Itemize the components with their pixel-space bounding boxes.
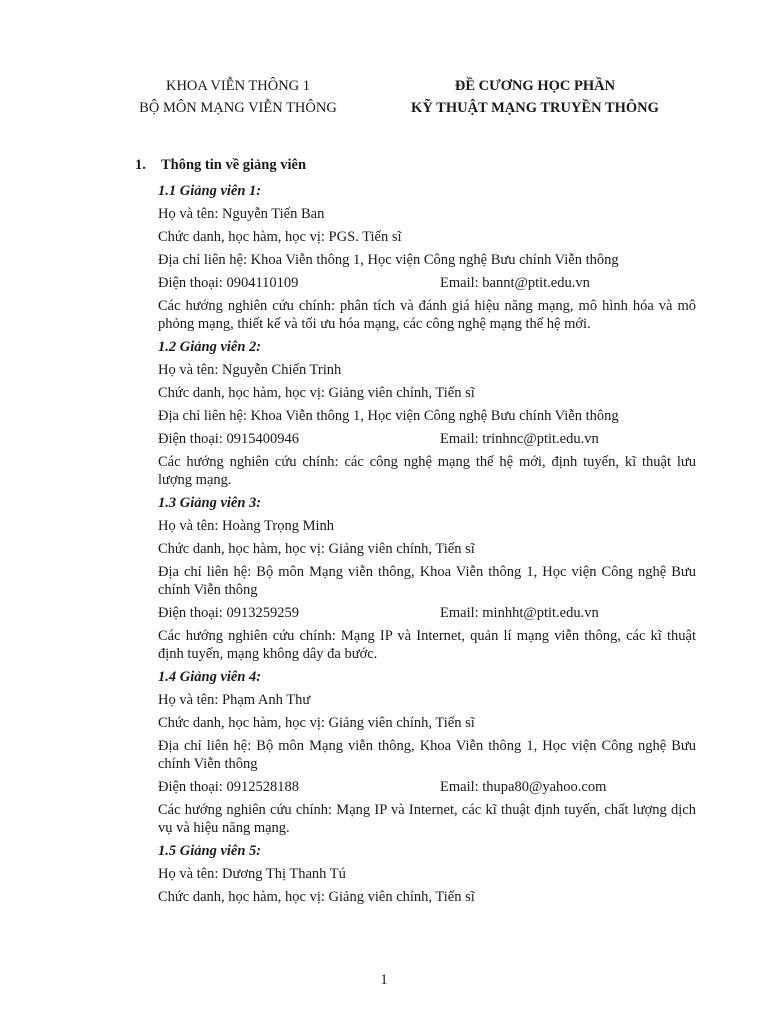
lecturer-position: Chức danh, học hàm, học vị: Giảng viên chính, Tiến sĩ bbox=[158, 385, 475, 401]
lecturer-position: Chức danh, học hàm, học vị: Giảng viên chính, Tiến sĩ bbox=[158, 889, 475, 905]
lecturer-address: Địa chỉ liên hệ: Khoa Viễn thông 1, Học viện Công nghệ Bưu chính Viễn thông bbox=[158, 252, 619, 268]
lecturer-position: Chức danh, học hàm, học vị: Giảng viên chính, Tiến sĩ bbox=[158, 715, 475, 731]
course-name: KỸ THUẬT MẠNG TRUYỀN THÔNG bbox=[411, 100, 659, 116]
section-heading bbox=[135, 157, 306, 174]
lecturer-research: Các hướng nghiên cứu chính: phân tích và đánh giá hiệu năng mạng, mô hình hóa và mô phỏng mạng, thiết kế và tối ưu hóa mạng, các công nghệ mạng thế hệ mới. bbox=[158, 298, 696, 332]
faculty-header bbox=[128, 75, 348, 119]
lecturer-phone: Điện thoại: 0915400946 bbox=[158, 431, 299, 447]
lecturer-phone: Điện thoại: 0904110109 bbox=[158, 275, 299, 291]
contact-row bbox=[158, 274, 696, 292]
document-type: ĐỀ CƯƠNG HỌC PHẦN bbox=[454, 78, 616, 94]
lecturer-name: Họ và tên: Nguyễn Chiến Trinh bbox=[158, 362, 342, 378]
lecturer-block bbox=[158, 338, 696, 489]
lecturer-block bbox=[158, 494, 696, 663]
faculty-name: KHOA VIỄN THÔNG 1 bbox=[165, 78, 311, 94]
lecturer-name: Họ và tên: Dương Thị Thanh Tú bbox=[158, 866, 346, 882]
lecturer-research: Các hướng nghiên cứu chính: các công nghệ mạng thế hệ mới, định tuyến, kĩ thuật lưu lượng mạng. bbox=[158, 454, 696, 488]
lecturer-position: Chức danh, học hàm, học vị: PGS. Tiến sĩ bbox=[158, 229, 402, 245]
lecturer-heading: 1.2 Giảng viên 2: bbox=[158, 339, 262, 355]
department-name: BỘ MÔN MẠNG VIỄN THÔNG bbox=[139, 100, 337, 116]
lecturer-heading: 1.4 Giảng viên 4: bbox=[158, 669, 262, 685]
lecturer-list bbox=[158, 182, 696, 911]
course-header bbox=[385, 75, 685, 119]
lecturer-research: Các hướng nghiên cứu chính: Mạng IP và Internet, các kĩ thuật định tuyến, chất lượng dịch vụ và hiệu năng mạng. bbox=[158, 802, 696, 836]
contact-row bbox=[158, 604, 696, 622]
section-number: 1. bbox=[135, 157, 146, 173]
lecturer-email: Email: minhht@ptit.edu.vn bbox=[440, 605, 599, 621]
lecturer-position: Chức danh, học hàm, học vị: Giảng viên chính, Tiến sĩ bbox=[158, 541, 475, 557]
lecturer-heading: 1.1 Giảng viên 1: bbox=[158, 183, 262, 199]
lecturer-name: Họ và tên: Nguyễn Tiến Ban bbox=[158, 206, 325, 222]
contact-row bbox=[158, 430, 696, 448]
lecturer-email: Email: trinhnc@ptit.edu.vn bbox=[440, 431, 599, 447]
lecturer-heading: 1.3 Giảng viên 3: bbox=[158, 495, 262, 511]
lecturer-block bbox=[158, 182, 696, 333]
lecturer-phone: Điện thoại: 0913259259 bbox=[158, 605, 299, 621]
lecturer-block bbox=[158, 668, 696, 837]
lecturer-research: Các hướng nghiên cứu chính: Mạng IP và Internet, quản lí mạng viễn thông, các kĩ thuật định tuyến, mạng không dây đa bước. bbox=[158, 628, 696, 662]
lecturer-name: Họ và tên: Hoàng Trọng Minh bbox=[158, 518, 335, 534]
lecturer-name: Họ và tên: Phạm Anh Thư bbox=[158, 692, 311, 708]
lecturer-email: Email: thupa80@yahoo.com bbox=[440, 779, 607, 795]
lecturer-block bbox=[158, 842, 696, 906]
lecturer-address: Địa chỉ liên hệ: Bộ môn Mạng viễn thông, Khoa Viễn thông 1, Học viện Công nghệ Bưu chính Viễn thông bbox=[158, 738, 696, 772]
section-title: Thông tin về giảng viên bbox=[161, 157, 307, 173]
lecturer-phone: Điện thoại: 0912528188 bbox=[158, 779, 299, 795]
lecturer-email: Email: bannt@ptit.edu.vn bbox=[440, 275, 590, 291]
lecturer-address: Địa chỉ liên hệ: Khoa Viễn thông 1, Học viện Công nghệ Bưu chính Viễn thông bbox=[158, 408, 619, 424]
lecturer-address: Địa chỉ liên hệ: Bộ môn Mạng viễn thông, Khoa Viễn thông 1, Học viện Công nghệ Bưu chính Viễn thông bbox=[158, 564, 696, 598]
page-number: 1 bbox=[380, 972, 388, 988]
lecturer-heading: 1.5 Giảng viên 5: bbox=[158, 843, 262, 859]
contact-row bbox=[158, 778, 696, 796]
